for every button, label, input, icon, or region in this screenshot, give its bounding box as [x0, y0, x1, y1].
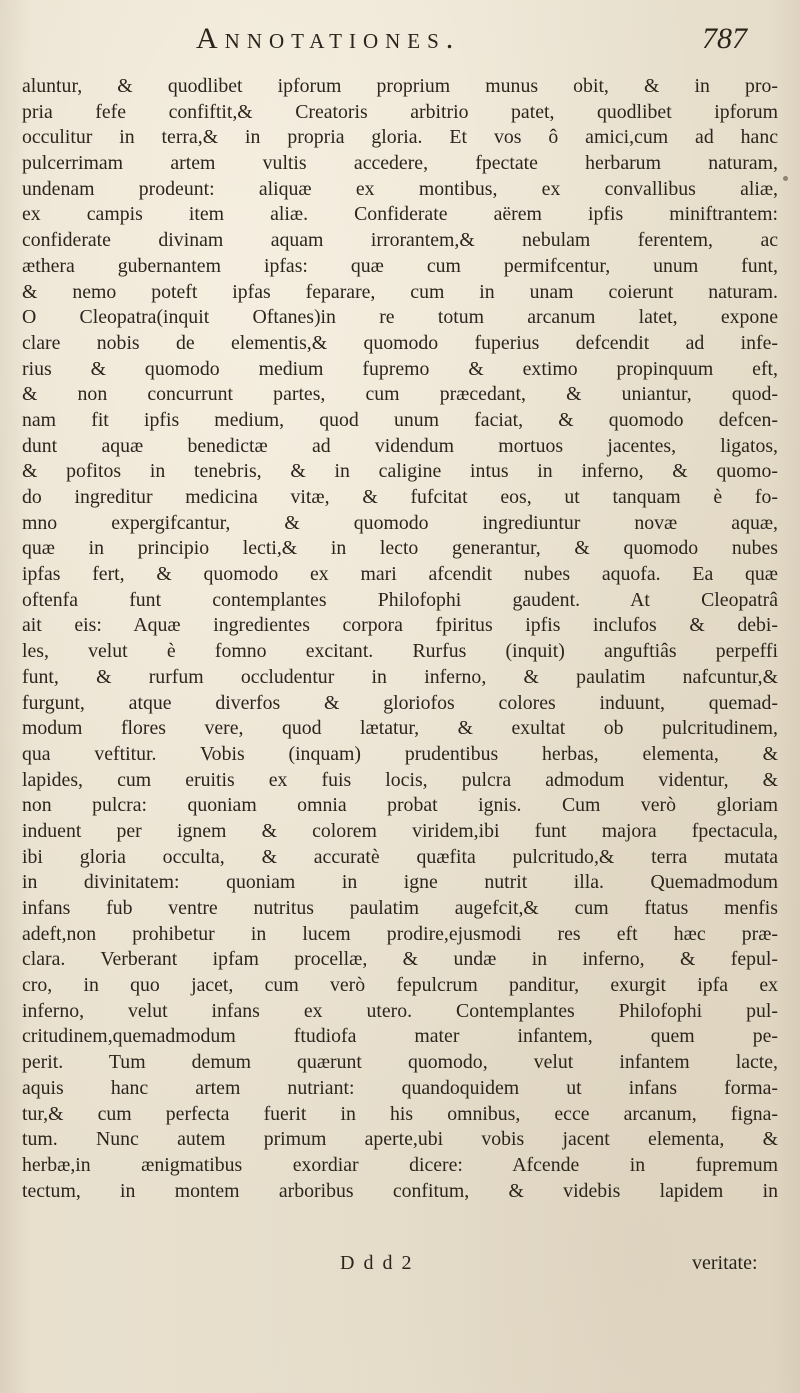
- text-line: modum flores vere, quod lætatur, & exultat ob pulcritudinem,: [22, 717, 778, 740]
- text-line: mno expergifcantur, & quomodo ingrediuntur novæ aquæ,: [22, 511, 778, 534]
- text-line: rius & quomodo medium fupremo & extimo propinquum eft,: [22, 357, 778, 380]
- text-line: pria fefe confiftit,& Creatoris arbitrio patet, quodlibet ipforum: [22, 100, 778, 123]
- text-line: aquis hanc artem nutriant: quandoquidem ut infans forma-: [22, 1076, 778, 1099]
- text-line: ait eis: Aquæ ingredientes corpora fpiritus ipfis inclufos & debi-: [22, 614, 778, 637]
- text-line: & pofitos in tenebris, & in caligine intus in inferno, & quomo-: [22, 460, 778, 483]
- text-line: induent per ignem & colorem viridem,ibi funt majora fpectacula,: [22, 819, 778, 842]
- text-line: do ingreditur medicina vitæ, & fufcitat eos, ut tanquam è fo-: [22, 486, 778, 508]
- body-text: [22, 74, 778, 1204]
- text-line: & non concurrunt partes, cum præcedant, & uniantur, quod-: [22, 383, 778, 406]
- text-line: oftenfa funt contemplantes Philofophi gaudent. At Cleopatrâ: [22, 588, 778, 611]
- text-line: occulitur in terra,& in propria gloria. Et vos ô amici,cum ad hanc: [22, 126, 778, 149]
- text-line: pulcerrimam artem vultis accedere, fpectate herbarum naturam,: [22, 152, 778, 175]
- text-line: tectum, in montem arboribus confitum, & videbis lapidem in: [22, 1179, 778, 1202]
- text-line: les, velut è fomno excitant. Rurfus (inquit) anguftiâs perpeffi: [22, 640, 778, 663]
- text-line: adeft,non prohibetur in lucem prodire,ejusmodi res eft hæc præ-: [22, 922, 778, 945]
- text-line: tum. Nunc autem primum aperte,ubi vobis jacent elementa, &: [22, 1128, 778, 1151]
- signature-mark: D d d 2: [340, 1252, 414, 1274]
- text-line: & nemo poteft ipfas feparare, cum in unam coierunt naturam.: [22, 280, 778, 303]
- text-line: ibi gloria occulta, & accuratè quæfita pulcritudo,& terra mutata: [22, 845, 778, 868]
- text-line: non pulcra: quoniam omnia probat ignis. Cum verò gloriam: [22, 794, 778, 817]
- ink-spot: [783, 176, 788, 181]
- running-title: Annotationes.: [196, 22, 461, 55]
- page-header: [0, 22, 800, 72]
- text-line: undenam prodeunt: aliquæ ex montibus, ex convallibus aliæ,: [22, 177, 778, 200]
- text-line: O Cleopatra(inquit Oftanes)in re totum arcanum latet, expone: [22, 306, 778, 329]
- text-line: funt, & rurfum occludentur in inferno, & paulatim nafcuntur,&: [22, 665, 778, 688]
- text-line: ipfas fert, & quomodo ex mari afcendit nubes aquofa. Ea quæ: [22, 563, 778, 586]
- text-line: quæ in principio lecti,& in lecto generantur, & quomodo nubes: [22, 537, 778, 560]
- text-line: ex campis item aliæ. Confiderate aërem ipfis miniftrantem:: [22, 203, 778, 226]
- text-line: dunt aquæ benedictæ ad videndum mortuos jacentes, ligatos,: [22, 434, 778, 457]
- page-footer: [0, 1252, 800, 1282]
- text-line: aluntur, & quodlibet ipforum proprium munus obit, & in pro-: [22, 75, 778, 97]
- text-line: herbæ,in ænigmatibus exordiar dicere: Afcende in fupremum: [22, 1153, 778, 1176]
- text-line: infans fub ventre nutritus paulatim augefcit,& cum ftatus menfis: [22, 897, 778, 919]
- text-line: furgunt, atque diverfos & gloriofos colores induunt, quemad-: [22, 691, 778, 714]
- text-line: qua veftitur. Vobis (inquam) prudentibus herbas, elementa, &: [22, 742, 778, 765]
- text-line: tur,& cum perfecta fuerit in his omnibus, ecce arcanum, figna-: [22, 1102, 778, 1125]
- text-line: nam fit ipfis medium, quod unum faciat, & quomodo defcen-: [22, 408, 778, 431]
- text-line: cro, in quo jacet, cum verò fepulcrum panditur, exurgit ipfa ex: [22, 974, 778, 997]
- text-line: perit. Tum demum quærunt quomodo, velut infantem lacte,: [22, 1051, 778, 1074]
- text-line: critudinem,quemadmodum ftudiofa mater infantem, quem pe-: [22, 1025, 778, 1048]
- text-line: inferno, velut infans ex utero. Contemplantes Philofophi pul-: [22, 999, 778, 1022]
- text-line: lapides, cum eruitis ex fuis locis, pulcra admodum videntur, &: [22, 768, 778, 791]
- text-line: æthera gubernantem ipfas: quæ cum permifcentur, unum funt,: [22, 254, 778, 277]
- catchword: veritate:: [692, 1252, 758, 1274]
- page-number: 787: [702, 22, 747, 55]
- text-line: clara. Verberant ipfam procellæ, & undæ in inferno, & fepul-: [22, 948, 778, 971]
- text-line: confiderate divinam aquam irrorantem,& nebulam ferentem, ac: [22, 229, 778, 252]
- text-line: clare nobis de elementis,& quomodo fuperius defcendit ad infe-: [22, 331, 778, 354]
- text-line: in divinitatem: quoniam in igne nutrit illa. Quemadmodum: [22, 871, 778, 894]
